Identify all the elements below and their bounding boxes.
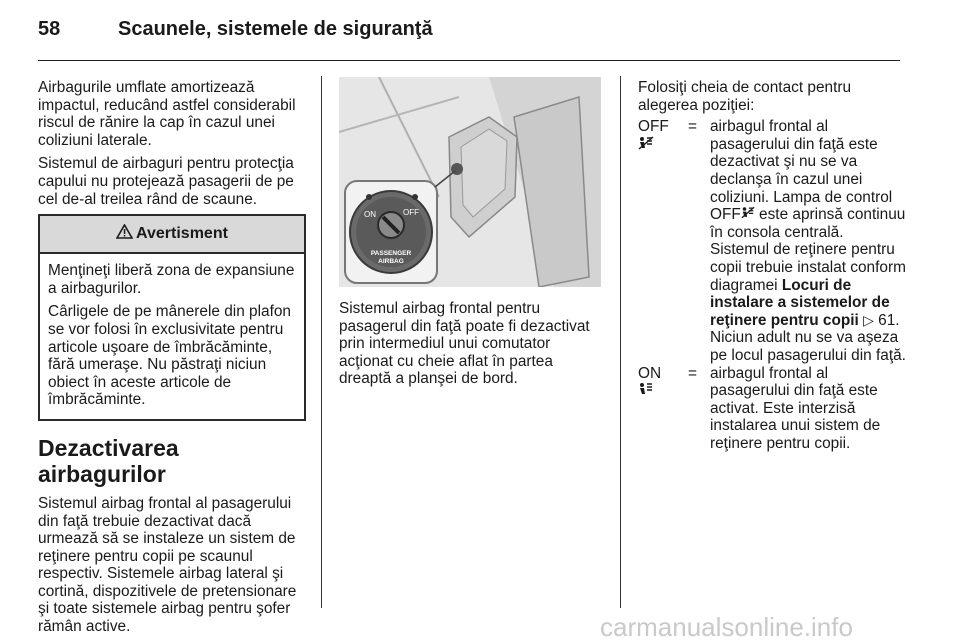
page-number: 58 bbox=[38, 18, 61, 40]
paragraph-key-intro: Folosiţi cheia de contact pentru alegerea poziţiei: bbox=[638, 79, 852, 114]
column-middle bbox=[339, 300, 607, 394]
off-text-c: . Niciun adult nu se va aşeza pe locul pasagerului din faţă. bbox=[710, 311, 906, 364]
off-text-b: este aprinsă continuu în consola centrală. Sistemul de reţinere pentru copii trebuie instalat conform diagramei bbox=[710, 206, 906, 294]
warning-body bbox=[40, 254, 304, 419]
paragraph-deactivation: Sistemul airbag frontal al pasagerului din faţă trebuie dezactivat dacă urmează să se instaleze un sistem de reţinere pentru copii pe scaunul respectiv. Sistemele airbag lateral şi cortină, dispozitivele de pretensionare şi toate sistemele airbag pentru şofer rămân active. bbox=[38, 494, 297, 636]
on-description: airbagul frontal al pasagerului din faţă este activat. Este interzisă instalarea unui sistem de reţinere pentru copii. bbox=[710, 364, 881, 452]
off-text-a: airbagul frontal al pasagerului din faţă este dezactivat şi nu se va declanşa în cazul unei coliziuni. Lampa de control OFF bbox=[710, 118, 893, 224]
switch-label-line2: AIRBAG bbox=[378, 258, 404, 265]
off-key-label: OFF bbox=[638, 118, 669, 136]
column-right bbox=[638, 79, 906, 452]
switch-on-label: ON bbox=[364, 210, 376, 219]
switch-position-table bbox=[638, 118, 906, 452]
paragraph-head-protection: Sistemul de airbaguri pentru protecţia capului nu protejează pasagerii de pe cel de-al treilea rând de scaune. bbox=[38, 155, 294, 208]
table-row-on bbox=[638, 365, 906, 453]
airbag-off-inline-icon bbox=[741, 206, 755, 223]
section-heading: Dezactivarea airbagurilor bbox=[38, 434, 179, 487]
warning-title: Avertisment bbox=[136, 225, 228, 243]
switch-off-label: OFF bbox=[403, 208, 419, 217]
page-title: Scaunele, sistemele de siguranţă bbox=[118, 18, 433, 40]
page-ref-icon: ▷ bbox=[863, 311, 874, 328]
off-key-cell bbox=[638, 118, 688, 364]
on-key-cell bbox=[638, 365, 688, 453]
column-left bbox=[38, 79, 306, 642]
airbag-off-icon bbox=[638, 137, 654, 154]
warning-header bbox=[40, 216, 304, 254]
off-eq: = bbox=[688, 118, 697, 136]
switch-label-line1: PASSENGER bbox=[370, 250, 412, 257]
airbag-switch-drawing bbox=[339, 77, 601, 287]
watermark: carmanualsonline.info bbox=[600, 612, 853, 642]
off-description bbox=[710, 118, 906, 364]
airbag-on-icon bbox=[638, 383, 654, 400]
column-divider-2 bbox=[620, 76, 621, 608]
table-row-off bbox=[638, 118, 906, 364]
on-key-label: ON bbox=[638, 364, 662, 382]
child-restraint-link[interactable]: Locuri de instalare a sistemelor de reţinere pentru copii bbox=[710, 276, 890, 329]
warning-paragraph-1: Menţineţi liberă zona de expansiune a airbagurilor. bbox=[48, 262, 295, 297]
header-rule bbox=[38, 60, 900, 61]
warning-paragraph-2: Cârligele de pe mânerele din plafon se vor folosi în exclusivitate pentru articole uşoare de îmbrăcăminte, fără umeraşe. Nu păstraţi niciun obiect în aceste articole de îmbrăcăminte. bbox=[48, 303, 291, 409]
column-divider-1 bbox=[321, 76, 322, 608]
paragraph-airbag-cushion: Airbagurile umflate amortizează impactul, reducând astfel considerabil riscul de rănire la cap în cazul unei coliziuni laterale. bbox=[38, 79, 296, 149]
warning-triangle-icon bbox=[116, 224, 133, 244]
on-eq: = bbox=[688, 364, 697, 382]
airbag-switch-illustration bbox=[339, 77, 601, 287]
page-ref-number[interactable]: 61 bbox=[878, 311, 896, 329]
warning-box bbox=[38, 214, 306, 421]
figure-caption: Sistemul airbag frontal pentru pasagerul din faţă poate fi dezactivat prin intermediul unui comutator acţionat cu cheie aflat în partea dreaptă a planşei de bord. bbox=[339, 300, 590, 388]
